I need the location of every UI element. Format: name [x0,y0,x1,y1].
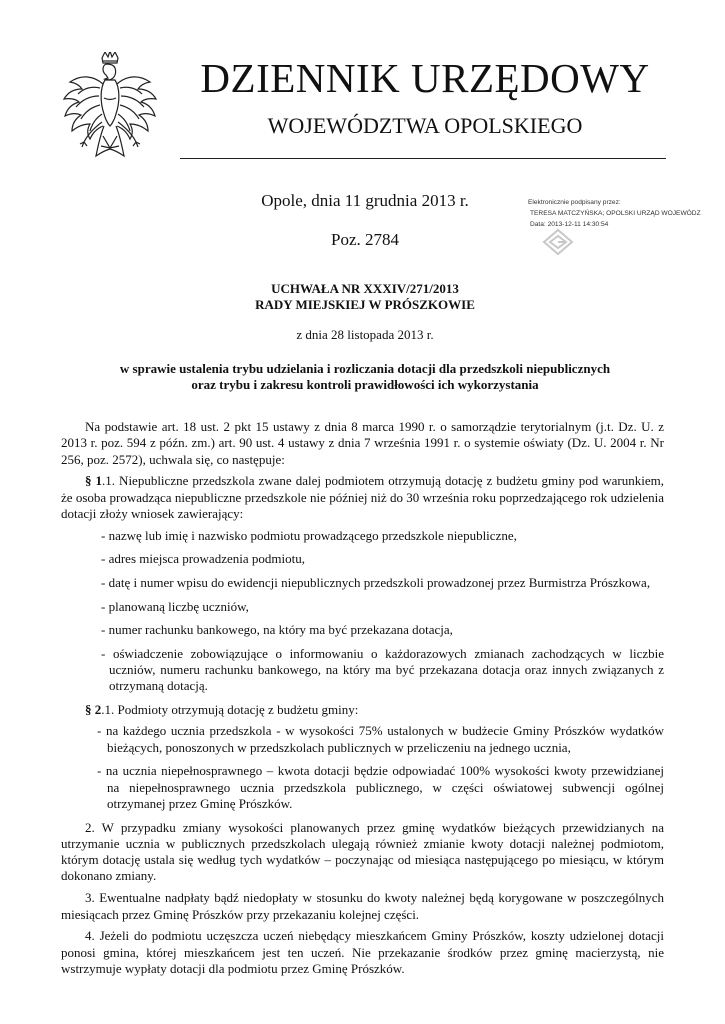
section-2-point-4: 4. Jeżeli do podmiotu uczęszcza uczeń niebędący mieszkańcem Gminy Prószków, koszty udzielonej dotacji ponosi gmina, której mieszkańcem jest ten uczeń. Nie przekazanie środków przez gminę macierzystą, nie wstrzymuje wypłaty dotacji dla podmiotu przez Gminę Prószków. [61,928,664,976]
polish-eagle-emblem-icon [62,52,158,170]
document-body [61,419,664,983]
section-1-mark: § 1 [85,473,103,489]
section-1-list [61,528,664,695]
signature-date: Data: 2013-12-11 14:30:54 [530,221,609,228]
list-item: - na ucznia niepełnosprawnego – kwota dotacji będzie odpowiadać 100% wysokości kwoty przewidzianej na niepełnosprawnego ucznia przedszkola publicznego, w części oświatowej subwencji ogólnej otrzymanej przez Gminę Prószków. [97,763,664,811]
section-1-text: .1. Niepubliczne przedszkola zwane dalej podmiotem otrzymują dotację z budżetu gminy pod warunkiem, że osoba prowadząca niepubliczne przedszkole nie później niż do 30 września roku poprzedzającego rok udzielenia dotacji złoży wniosek zawierający: [61,473,664,521]
section-2-text: .1. Podmioty otrzymują dotację z budżetu gminy: [101,701,359,717]
list-item: - numer rachunku bankowego, na który ma być przekazana dotacja, [101,622,453,638]
resolution-heading [100,281,630,313]
section-2-point-3: 3. Ewentualne nadpłaty bądź niedopłaty w stosunku do kwoty należnej będą korygowane w poszczególnych miesiącach przez Gminę Prószków przy przekazaniu kolejnej części. [61,890,664,922]
preamble: Na podstawie art. 18 ust. 2 pkt 15 ustawy z dnia 8 marca 1990 r. o samorządzie terytorialnym (j.t. Dz. U. z 2013 r. poz. 594 z późn. zm.) art. 90 ust. 4 ustawy z dnia 7 września 1991 r. o systemie oświaty (Dz. U. 2004 r. Nr 256, poz. 2572), uchwala się, co następuje: [61,419,664,467]
masthead-divider [180,158,666,159]
issue-position: Poz. 2784 [331,230,399,249]
list-item: - planowaną liczbę uczniów, [101,598,249,614]
resolution-subject-line-1: w sprawie ustalenia trybu udzielania i rozliczania dotacji dla przedszkoli niepublicznych [119,361,611,376]
section-2-paragraph [61,702,664,718]
list-item: - adres miejsca prowadzenia podmiotu, [101,551,305,567]
list-item: - oświadczenie zobowiązujące o informowaniu o każdorazowych zmianach zachodzących w liczbie uczniów, numeru rachunku bankowego, na który ma być przekazana dotacja oraz innych związanych z otrzymaną dotacją. [101,645,664,694]
section-2-mark: § 2 [85,701,102,717]
resolution-number: UCHWAŁA NR XXXIV/271/2013 [271,281,459,296]
resolution-subject-line-2: oraz trybu i zakresu kontroli prawidłowości ich wykorzystania [191,377,539,392]
resolution-subject [70,361,660,393]
section-2-point-2: 2. W przypadku zmiany wysokości planowanych przez gminę wydatków bieżących przewidzianych na utrzymanie ucznia w publicznych przedszkolach ulegają również zmianie kwoty dotacji należnej podmiotom, którym dotację ustala się według tych wydatków – poczynając od miesiąca następującego po miesiącu, w którym dokonano zmiany. [61,819,664,884]
signature-seal-icon [538,226,578,258]
section-2-list [61,723,664,812]
list-item: - datę i numer wpisu do ewidencji niepublicznych przedszkoli prowadzonej przez Burmistrza Prószkowa, [101,574,651,590]
list-item: - na każdego ucznia przedszkola - w wysokości 75% ustalonych w budżecie Gminy Prószków wydatków bieżących, ponoszonych w przedszkolach publicznych w przeliczeniu na jednego ucznia, [97,723,664,755]
journal-subtitle: WOJEWÓDZTWA OPOLSKIEGO [267,113,583,138]
signature-signer: TERESA MATCZYŃSKA; OPOLSKI URZĄD WOJEWÓDZ [530,210,701,217]
list-item: - nazwę lub imię i nazwisko podmiotu prowadzącego przedszkole niepubliczne, [101,527,517,543]
journal-title: DZIENNIK URZĘDOWY [200,55,650,101]
resolution-council: RADY MIEJSKIEJ W PRÓSZKOWIE [255,297,475,312]
issue-place-date: Opole, dnia 11 grudnia 2013 r. [261,191,469,210]
signature-line-1: Elektronicznie podpisany przez: [528,199,621,206]
resolution-date: z dnia 28 listopada 2013 r. [296,327,434,342]
section-1-paragraph [61,473,664,522]
